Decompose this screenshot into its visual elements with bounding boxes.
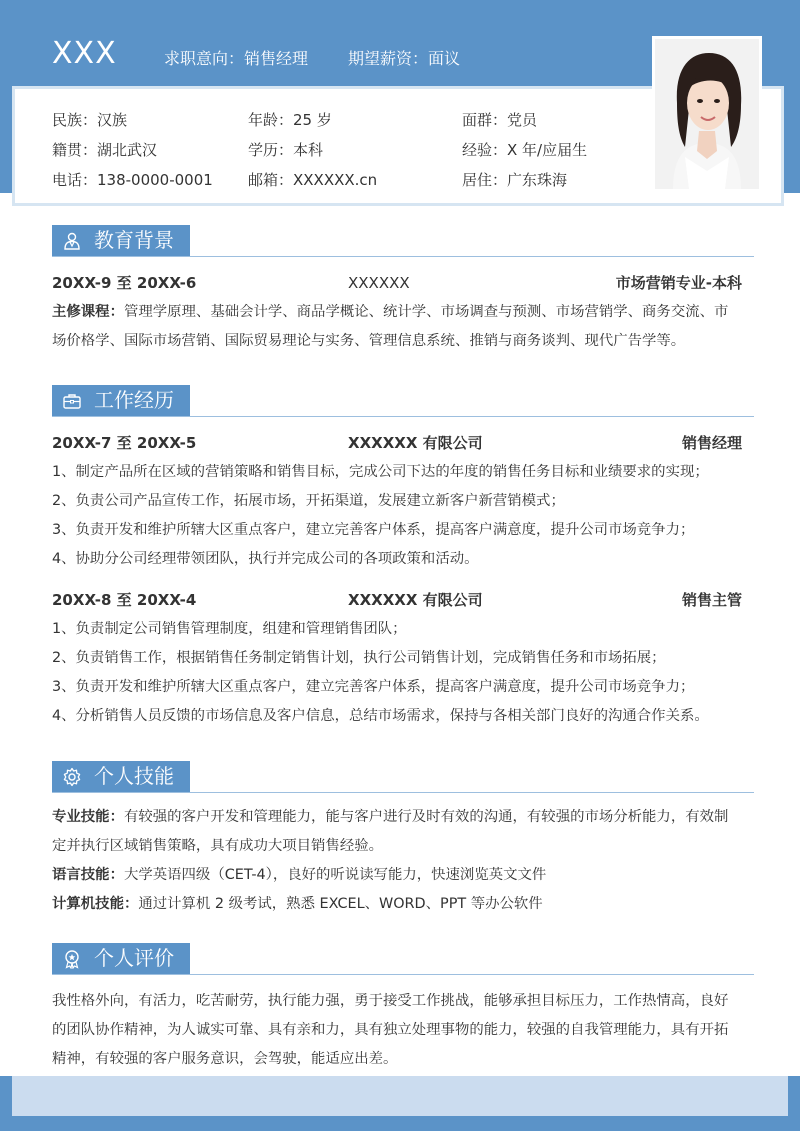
computer-skill-label: 计算机技能：: [52, 896, 139, 912]
duty-item: 2、负责公司产品宣传工作，拓展市场，开拓渠道，发展建立新客户新营销模式；: [52, 493, 565, 509]
section-evaluation-title: [52, 943, 190, 974]
info-ethnicity: 民族：汉族: [52, 111, 128, 129]
info-email: 邮箱：XXXXXX.cn: [248, 171, 378, 189]
evaluation-line: 我性格外向，有活力，吃苦耐劳，执行能力强，勇于接受工作挑战，能够承担目标压力，工作热情高，良好: [52, 993, 729, 1009]
education-courses: [52, 298, 754, 356]
section-divider: [52, 792, 754, 793]
info-origin: 籍贯：湖北武汉: [52, 141, 158, 159]
evaluation-line: 精神，有较强的客户服务意识，会驾驶，能适应出差。: [52, 1051, 398, 1067]
info-residence: 居住：广东珠海: [462, 171, 568, 189]
education-major: 市场营销专业-本科: [615, 274, 742, 292]
section-divider: [52, 416, 754, 417]
duty-item: 4、分析销售人员反馈的市场信息及客户信息，总结市场需求，保持与各相关部门良好的沟通合作关系。: [52, 708, 709, 724]
evaluation-content: [52, 987, 754, 1074]
job-row: [52, 589, 754, 611]
info-age: 年龄：25 岁: [248, 111, 332, 129]
info-political: 面群：党员: [462, 111, 538, 129]
duty-item: 3、负责开发和维护所辖大区重点客户，建立完善客户体系，提高客户满意度，提升公司市场竞争力；: [52, 522, 695, 538]
education-period: 20XX-9 至 20XX-6: [52, 274, 197, 292]
info-phone: 电话：138-0000-0001: [52, 171, 213, 189]
info-experience: 经验：X 年/应届生: [462, 141, 588, 159]
gear-icon: [62, 767, 82, 787]
job-duties: [52, 458, 754, 574]
lang-skill-label: 语言技能：: [52, 867, 124, 883]
section-divider: [52, 256, 754, 257]
duty-item: 3、负责开发和维护所辖大区重点客户，建立完善客户体系，提高客户满意度，提升公司市场竞争力；: [52, 679, 695, 695]
portrait-image: [655, 39, 759, 189]
section-skills-label: 个人技能: [94, 764, 174, 788]
lang-skill-text: 大学英语四级（CET-4），良好的听说读写能力，快速浏览英文文件: [123, 867, 547, 883]
evaluation-line: 的团队协作精神，为人诚实可靠、具有亲和力，具有独立处理事物的能力，较强的自我管理能力，具有开拓: [52, 1022, 729, 1038]
job-duties: [52, 615, 754, 731]
skills-content: [52, 803, 754, 919]
section-education-title: [52, 225, 190, 256]
profile-photo: [652, 36, 762, 192]
section-divider: [52, 974, 754, 975]
briefcase-icon: [62, 391, 82, 411]
job-position: 销售经理: [681, 434, 742, 452]
pro-skill-text-2: 定并执行区域销售策略，具有成功大项目销售经验。: [52, 838, 383, 854]
job-period: 20XX-8 至 20XX-4: [52, 591, 197, 609]
computer-skill-text: 通过计算机 2 级考试，熟悉 EXCEL、WORD、PPT 等办公软件: [138, 896, 543, 912]
courses-label: 主修课程：: [52, 304, 124, 320]
footer-inner: [12, 1076, 788, 1116]
graduate-icon: [62, 231, 82, 251]
info-degree: 学历：本科: [248, 141, 324, 159]
section-work-label: 工作经历: [94, 388, 174, 412]
education-row: [52, 272, 754, 294]
job-period: 20XX-7 至 20XX-5: [52, 434, 197, 452]
expected-salary: 期望薪资：面议: [348, 49, 461, 68]
duty-item: 4、协助分公司经理带领团队，执行并完成公司的各项政策和活动。: [52, 551, 479, 567]
duty-item: 1、制定产品所在区域的营销策略和销售目标，完成公司下达的年度的销售任务目标和业绩要求的实现；: [52, 464, 709, 480]
job-position: 销售主管: [681, 591, 742, 609]
courses-text-1: 管理学原理、基础会计学、商品学概论、统计学、市场调查与预测、市场营销学、商务交流、市: [123, 304, 729, 320]
section-education-label: 教育背景: [94, 228, 174, 252]
pro-skill-text-1: 有较强的客户开发和管理能力，能与客户进行及时有效的沟通，有较强的市场分析能力，有效制: [123, 809, 729, 825]
job-row: [52, 432, 754, 454]
job-company: XXXXXX 有限公司: [348, 434, 483, 452]
award-icon: [62, 949, 82, 969]
duty-item: 1、负责制定公司销售管理制度，组建和管理销售团队；: [52, 621, 407, 637]
education-school: XXXXXX: [348, 274, 410, 292]
section-work-title: [52, 385, 190, 416]
candidate-name: XXX: [52, 36, 117, 71]
job-company: XXXXXX 有限公司: [348, 591, 483, 609]
duty-item: 2、负责销售工作，根据销售任务制定销售计划，执行公司销售计划，完成销售任务和市场拓展；: [52, 650, 666, 666]
section-evaluation-label: 个人评价: [94, 946, 174, 970]
section-skills-title: [52, 761, 190, 792]
courses-text-2: 场价格学、国际市场营销、国际贸易理论与实务、管理信息系统、推销与商务谈判、现代广告学等。: [52, 333, 686, 349]
job-intent: 求职意向：销售经理: [164, 49, 309, 68]
pro-skill-label: 专业技能：: [52, 809, 124, 825]
